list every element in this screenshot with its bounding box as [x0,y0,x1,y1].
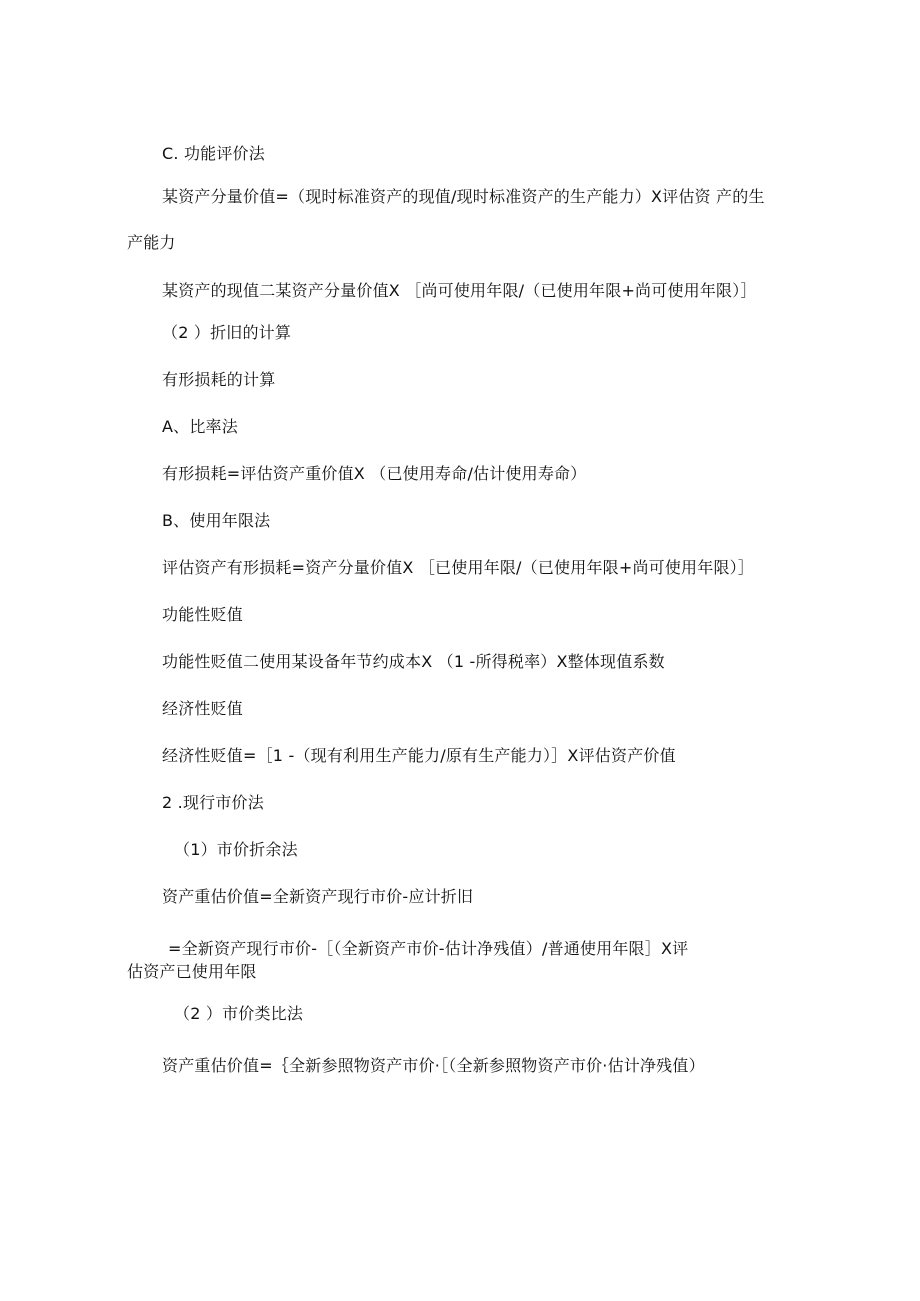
heading-service-life-method: B、使用年限法 [162,511,271,530]
formula-physical-deterioration-service-life: 评估资产有形损耗=资产分量价值X ［已使用年限/（已使用年限+尚可使用年限）］ [162,558,755,577]
formula-functional-obsolescence: 功能性贬值二使用某设备年节约成本X （1 -所得税率）X整体现值系数 [162,652,665,671]
formula-asset-revaluation-comparison: 资产重估价值=｛全新参照物资产市价·［（全新参照物资产市价·估计净残值） [162,1056,705,1075]
formula-asset-revaluation-expanded: =全新资产现行市价-［（全新资产市价-估计净残值）/普通使用年限］X评 [168,939,689,958]
heading-economic-obsolescence: 经济性贬值 [162,699,244,718]
heading-depreciation-calculation: （2 ）折旧的计算 [162,323,292,342]
heading-physical-deterioration: 有形损耗的计算 [162,370,276,389]
heading-market-price-residual-method: （1）市价折余法 [174,840,298,859]
heading-functional-evaluation-method: C. 功能评价法 [162,144,265,163]
formula-economic-obsolescence: 经济性贬值=［1 -（现有利用生产能力/原有生产能力）］X评估资产价值 [162,746,676,765]
formula-asset-revaluation-expanded-continued: 估资产已使用年限 [127,962,257,981]
formula-asset-revaluation-value: 资产重估价值=全新资产现行市价-应计折旧 [162,887,474,906]
formula-asset-component-value-continued: 产能力 [127,233,176,252]
formula-asset-component-value: 某资产分量价值=（现时标准资产的现值/现时标准资产的生产能力）X评估资 产的生 [162,187,765,206]
heading-market-comparison-method: （2 ）市价类比法 [174,1004,304,1023]
formula-physical-deterioration-ratio: 有形损耗=评估资产重价值X （已使用寿命/估计使用寿命） [162,464,587,483]
formula-asset-present-value: 某资产的现值二某资产分量价值X ［尚可使用年限/（已使用年限+尚可使用年限）］ [162,281,757,300]
heading-current-market-price-method: 2 .现行市价法 [162,793,264,812]
heading-ratio-method: A、比率法 [162,417,238,436]
heading-functional-obsolescence: 功能性贬值 [162,605,244,624]
